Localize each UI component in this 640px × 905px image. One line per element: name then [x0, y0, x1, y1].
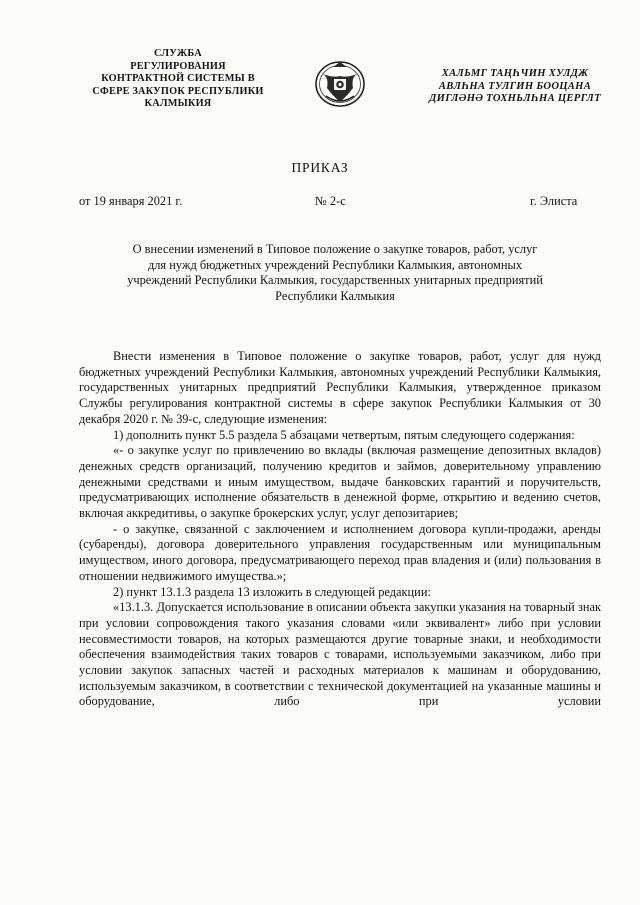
issuer-ru-line: СЛУЖБА	[154, 48, 202, 59]
order-number: № 2-с	[315, 194, 346, 208]
order-date: от 19 января 2021 г.	[79, 194, 183, 208]
order-subject	[70, 242, 600, 304]
document-title: ПРИКАЗ	[291, 160, 349, 175]
body-paragraph: «13.1.3. Допускается использование в описании объекта закупки указания на товарный знак при условии сопровождения такого указания словами «или эквивалент» либо при условии несовместимости товаров, на которых размещаются другие товарные знаки, и необходимости обеспечения взаимодействия таких товаров с товарами, используемыми заказчиком, либо при условии закупок запасных частей и расходных материалов к машинам и оборудованию, используемым заказчиком, в соответствии с технической документацией на указанные машины и оборудование, либо при условии	[79, 600, 601, 709]
body-paragraph: - о закупке, связанной с заключением и исполнением договора купли-продажи, аренды (субаренды), договора доверительного управления государственным или муниципальным имуществом, иного договора, предусматривающего переход прав владения и (или) пользования в отношении недвижимого имущества.»;	[79, 521, 601, 583]
subject-line: учреждений Республики Калмыкия, государственных унитарных предприятий	[127, 273, 543, 288]
subject-line: Республики Калмыкия	[275, 288, 395, 303]
order-city: г. Элиста	[530, 194, 578, 208]
body-paragraph: Внести изменения в Типовое положение о закупке товаров, работ, услуг для нужд бюджетных учреждений Республики Калмыкия, автономных учреждений Республики Калмыкия, государственных унитарных предприятий Республики Калмыкия, утвержденное приказом Службы регулирования контрактной системы в сфере закупок Республики Калмыкия от 30 декабря 2020 г. № 39-с, следующие изменения:	[79, 349, 601, 426]
issuer-kalmyk-line: ДИГЛӘНӘ ТОХНЬЛҺНА ЦЕРГЛТ	[429, 93, 601, 105]
issuer-ru-line: РЕГУЛИРОВАНИЯ	[130, 60, 226, 72]
issuer-ru-line: СФЕРЕ ЗАКУПОК РЕСПУБЛИКИ	[92, 85, 264, 97]
issuer-ru-line: КАЛМЫКИЯ	[144, 98, 212, 110]
body-paragraph: «- о закупке услуг по привлечению во вклады (включая размещение депозитных вкладов) денежных средств организаций, получению кредитов и займов, доверительному управлению денежными средствами и иным имуществом, выдаче банковских гарантий и поручительств, предусматривающих исполнение обязательств в денежной форме, открытию и ведению счетов, включая аккредитивы, о закупке брокерских услуг, услуг депозитариев;	[79, 443, 601, 521]
kalmykia-coat-of-arms-icon	[313, 58, 367, 108]
subject-line: для нужд бюджетных учреждений Республики Калмыкия, автономных	[147, 257, 523, 272]
issuer-name-russian	[78, 48, 278, 111]
issuer-ru-line: КОНТРАКТНОЙ СИСТЕМЫ В	[101, 73, 255, 85]
body-paragraph: 1) дополнить пункт 5.5 раздела 5 абзацами четвертым, пятым следующего содержания:	[113, 427, 575, 442]
issuer-kalmyk-line: ХАЛЬМГ ТАҢҺЧИН ХУЛДЖ	[441, 68, 589, 79]
issuer-kalmyk-line: АВЛҺНА ТУЛГИН БООЦАНА	[438, 80, 592, 92]
document-body	[79, 349, 601, 710]
body-paragraph: 2) пункт 13.1.3 раздела 13 изложить в следующей редакции:	[113, 584, 431, 599]
issuer-name-kalmyk	[400, 68, 630, 106]
subject-line: О внесении изменений в Типовое положение о закупке товаров, работ, услуг	[132, 242, 538, 256]
